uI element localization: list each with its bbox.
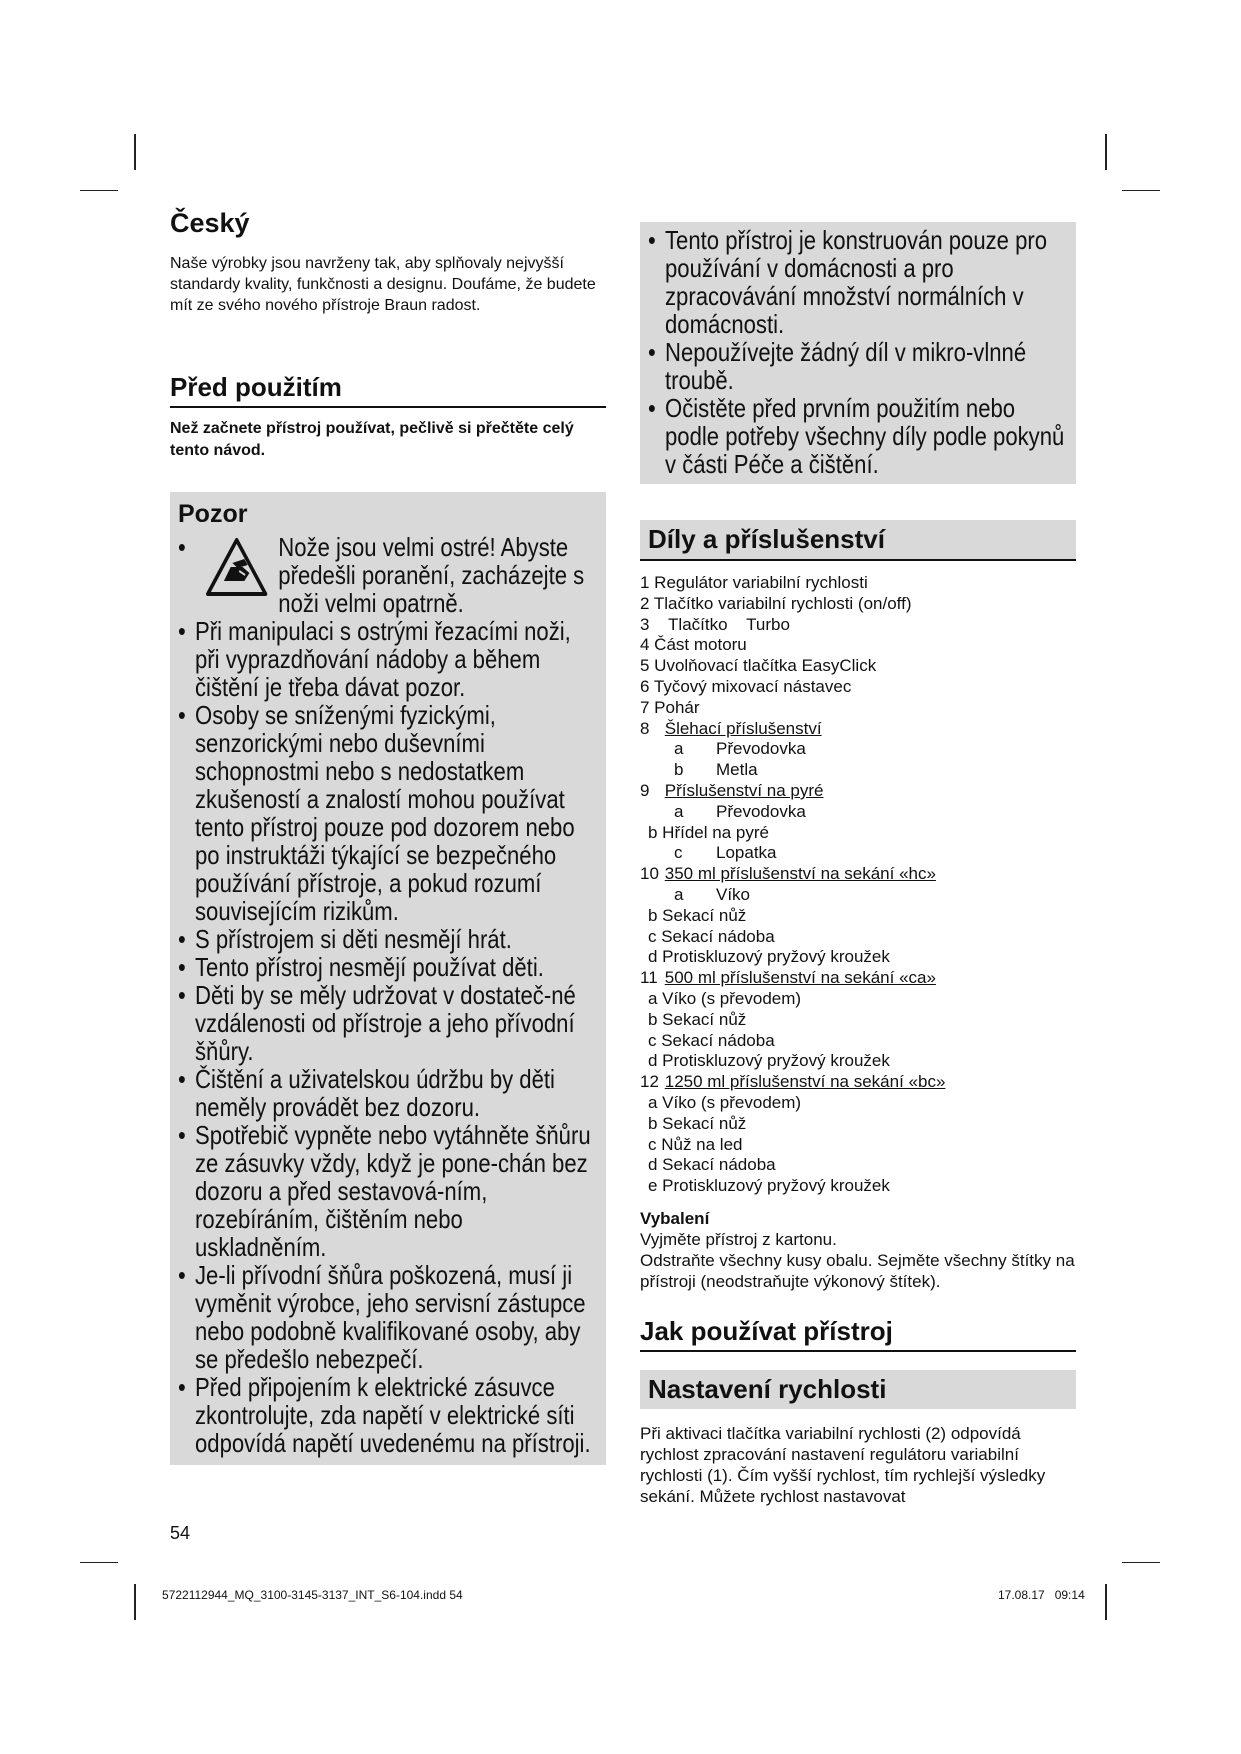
- intro-paragraph: Naše výrobky jsou navrženy tak, aby splňovaly nejvyšší standardy kvality, funkčnosti a designu. Doufáme, že budete mít ze svého nového přístroje Braun radost.: [170, 255, 596, 314]
- part-subline: a Víko (s převodem): [648, 988, 802, 1008]
- part-subtext: Lopatka: [716, 843, 777, 863]
- crop-mark-bottom-right-h: [1122, 1562, 1160, 1563]
- left-column: [170, 208, 606, 1465]
- warning-item: • Osoby se sníženými fyzickými, senzorickými nebo duševními schopnostmi nebo s nedostatkem zkušeností a znalostí mohou používat tento přístroj pouze pod dozorem nebo po instruktáži týkající se bezpečného používání přístroje, a pokud rozumí souvisejícím rizikům.: [178, 701, 596, 925]
- warning-content: [178, 533, 596, 1457]
- part-number: 8: [640, 718, 650, 738]
- warning-item: • Spotřebič vypněte nebo vytáhněte šňůru ze zásuvky vždy, když je pone-chán bez dozoru a před sestavová-ním, rozebíráním, čištěním nebo uskladněním.: [178, 1121, 596, 1261]
- warning-item: • Děti by se měly udržovat v dostateč-né vzdálenosti od přístroje a jeho přívodní šňůry.: [178, 981, 596, 1065]
- part-subline: b Sekací nůž: [648, 905, 747, 925]
- crop-mark-top-left-h: [80, 190, 118, 191]
- safety-box: [640, 222, 1076, 484]
- part-line: 6 Tyčový mixovací nástavec: [640, 676, 852, 696]
- part-line: 5 Uvolňovací tlačítka EasyClick: [640, 656, 877, 676]
- part-subline: d Protiskluzový pryžový kroužek: [648, 947, 890, 967]
- unpacking-line: Odstraňte všechny kusy obalu. Sejměte všechny štítky na přístroji (neodstraňujte výkonový štítek).: [640, 1250, 1075, 1291]
- unpacking-line: Vyjměte přístroj z kartonu.: [640, 1229, 837, 1249]
- part-letter: a: [674, 739, 684, 759]
- part-heading: 500 ml příslušenství na sekání «ca»: [664, 968, 936, 988]
- part-letter: b: [674, 760, 684, 780]
- footer-date: 17.08.17 09:14: [998, 1588, 1085, 1602]
- how-to-use-title: Jak používat přístroj: [640, 1316, 1076, 1352]
- right-column: [640, 222, 1076, 1507]
- safety-item: • Nepoužívejte žádný díl v mikro-vlnné troubě.: [648, 338, 1066, 394]
- part-line: [640, 781, 1076, 802]
- part-line: [640, 1072, 1076, 1093]
- crop-mark-top-right-h: [1122, 190, 1160, 191]
- part-number: 9: [640, 780, 650, 800]
- part-line: 4 Část motoru: [640, 635, 747, 655]
- part-subline: c Nůž na led: [648, 1134, 743, 1154]
- part-subtext: Převodovka: [716, 801, 806, 821]
- footer-file: 5722112944_MQ_3100-3145-3137_INT_S6-104.indd 54: [162, 1588, 463, 1602]
- part-subline: [640, 885, 1076, 906]
- part-subline: [640, 843, 1076, 864]
- crop-mark-top-right: [1105, 134, 1107, 170]
- part-line: [640, 968, 1076, 989]
- part-line: 7 Pohár: [640, 697, 700, 717]
- part-number: 12: [640, 1072, 659, 1092]
- part-heading: 350 ml příslušenství na sekání «hc»: [664, 864, 936, 884]
- part-line: [640, 864, 1076, 885]
- part-subline: b Hřídel na pyré: [648, 822, 769, 842]
- part-line: 2 Tlačítko variabilní rychlosti (on/off): [640, 593, 912, 613]
- safety-item: • Očistěte před prvním použitím nebo podle potřeby všechny díly podle pokynů v části Péče a čištění.: [648, 394, 1066, 478]
- speed-title: Nastavení rychlosti: [640, 1370, 1076, 1409]
- warning-list: [178, 533, 596, 1457]
- part-line: 3 Tlačítko Turbo: [640, 614, 790, 634]
- part-subline: c Sekací nádoba: [648, 926, 775, 946]
- page-number: 54: [170, 1523, 191, 1543]
- part-line: 1 Regulátor variabilní rychlosti: [640, 573, 868, 592]
- warning-item-knives: [178, 533, 596, 617]
- parts-title: Díly a příslušenství: [640, 520, 1076, 561]
- part-subline: [640, 760, 1076, 781]
- warning-item: • Před připojením k elektrické zásuvce zkontrolujte, zda napětí v elektrické síti odpovídá napětí uvedenému na přístroji.: [178, 1373, 596, 1457]
- crop-mark-bottom-right: [1105, 1584, 1107, 1620]
- part-subtext: Převodovka: [716, 739, 806, 759]
- warning-item: • Tento přístroj nesmějí používat děti.: [178, 953, 596, 981]
- warning-box: [170, 492, 606, 1465]
- part-line: [640, 719, 1076, 740]
- part-subline: b Sekací nůž: [648, 1009, 747, 1029]
- part-subline: c Sekací nádoba: [648, 1030, 775, 1050]
- before-use-title: Před použitím: [170, 372, 606, 408]
- crop-mark-top-left: [134, 134, 136, 170]
- safety-list: [648, 226, 1066, 478]
- part-subtext: Víko: [716, 884, 751, 904]
- safety-content: [648, 226, 1066, 478]
- part-number: 11: [640, 968, 658, 988]
- part-number: 10: [640, 864, 659, 884]
- crop-mark-bottom-left-h: [80, 1562, 118, 1563]
- before-use-text: Než začnete přístroj používat, pečlivě si přečtěte celý tento návod.: [170, 420, 574, 459]
- part-letter: a: [674, 884, 684, 904]
- part-subtext: Metla: [716, 760, 758, 780]
- warning-first-text: • Nože jsou velmi ostré! Abyste předešli poranění, zacházejte s noži velmi opatrně.: [278, 532, 585, 618]
- safety-item: • Tento přístroj je konstruován pouze pro používání v domácnosti a pro zpracovávání množství normálních v domácnosti.: [648, 226, 1066, 338]
- knife-hazard-icon: [205, 537, 268, 597]
- part-subline: [640, 802, 1076, 823]
- warning-item: • S přístrojem si děti nesmějí hrát.: [178, 925, 596, 953]
- part-subline: e Protiskluzový pryžový kroužek: [648, 1176, 890, 1196]
- part-subline: d Protiskluzový pryžový kroužek: [648, 1051, 890, 1071]
- unpacking-title: Vybalení: [640, 1208, 710, 1228]
- speed-text: Při aktivaci tlačítka variabilní rychlosti (2) odpovídá rychlost zpracování nastavení regulátoru variabilní rychlosti (1). Čím vyšší rychlost, tím rychlejší výsledky sekání. Můžete rychlost nastavovat: [640, 1423, 1046, 1506]
- warning-item: • Při manipulaci s ostrými řezacími noži, při vyprazdňování nádoby a během čištění je třeba dávat pozor.: [178, 617, 596, 701]
- warning-item: • Je-li přívodní šňůra poškozená, musí ji vyměnit výrobce, jeho servisní zástupce nebo podobně kvalifikované osoby, aby se předešlo nebezpečí.: [178, 1261, 596, 1373]
- language-title: Český: [170, 208, 250, 238]
- part-subline: d Sekací nádoba: [648, 1155, 776, 1175]
- warning-item: • Čištění a uživatelskou údržbu by děti neměly provádět bez dozoru.: [178, 1065, 596, 1121]
- crop-mark-bottom-left: [134, 1584, 136, 1620]
- part-subline: b Sekací nůž: [648, 1113, 747, 1133]
- part-subline: a Víko (s převodem): [648, 1092, 802, 1112]
- part-letter: a: [674, 801, 684, 821]
- warning-title: Pozor: [178, 500, 248, 528]
- part-heading: 1250 ml příslušenství na sekání «bc»: [664, 1072, 946, 1092]
- part-subline: [640, 739, 1076, 760]
- part-letter: c: [674, 843, 683, 863]
- part-heading: Šlehací příslušenství: [664, 718, 822, 738]
- part-heading: Příslušenství na pyré: [664, 780, 824, 800]
- parts-list: [640, 573, 1076, 1197]
